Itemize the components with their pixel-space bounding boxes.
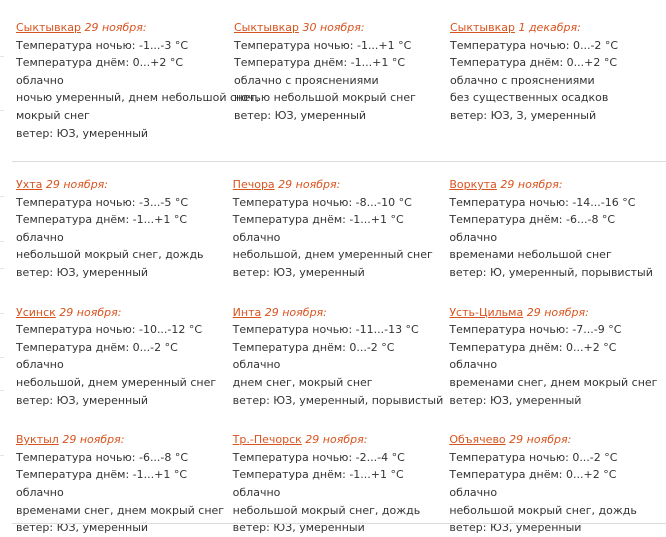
city-forecast <box>449 176 666 282</box>
city-heading <box>450 19 666 37</box>
city-link[interactable]: Сыктывкар <box>234 21 299 34</box>
cloudiness: облачно с прояснениями <box>234 73 379 87</box>
city-link[interactable]: Ухта <box>16 178 43 191</box>
precipitation: ночью небольшой мокрый снег <box>234 91 416 105</box>
city-forecast <box>233 304 450 410</box>
night-temperature: Температура ночью: -1...-3 °C <box>16 38 189 52</box>
cloudiness: облачно <box>449 485 498 499</box>
edge-tick <box>0 196 4 197</box>
night-temperature: Температура ночью: 0...-2 °C <box>449 450 618 464</box>
day-temperature: Температура днём: -6...-8 °C <box>449 213 616 227</box>
forecast-date: 29 ноября: <box>305 433 368 447</box>
forecast-date: 29 ноября: <box>59 305 122 319</box>
section-divider <box>12 161 666 162</box>
cloudiness: облачно <box>16 230 64 244</box>
precipitation: днем снег, мокрый снег <box>232 375 373 389</box>
city-heading <box>234 19 450 37</box>
forecast-date: 29 ноября: <box>509 433 572 447</box>
forecast-row <box>16 176 666 282</box>
forecast-date: 29 ноября: <box>62 433 125 447</box>
city-heading <box>16 19 234 37</box>
city-link[interactable]: Усть-Цильма <box>449 305 524 319</box>
city-link[interactable]: Инта <box>232 305 262 319</box>
city-link[interactable]: Вуктыл <box>16 433 59 447</box>
edge-tick <box>0 268 4 269</box>
precipitation: небольшой мокрый снег, дождь <box>232 503 421 517</box>
wind: ветер: ЮЗ, умеренный <box>449 521 582 535</box>
edge-tick <box>0 455 4 456</box>
day-temperature: Температура днём: 0...-2 °C <box>232 340 395 354</box>
wind: ветер: ЮЗ, умеренный <box>232 521 365 535</box>
city-forecast <box>16 176 233 282</box>
syktyvkar-forecast-block <box>16 19 666 142</box>
forecast-row <box>16 431 666 537</box>
cloudiness: облачно <box>232 230 281 244</box>
night-temperature: Температура ночью: -8...-10 °C <box>232 195 412 209</box>
day-temperature: Температура днём: 0...+2 °C <box>449 468 617 482</box>
wind: ветер: ЮЗ, умеренный <box>234 108 367 122</box>
city-heading <box>449 431 666 449</box>
day-temperature: Температура днём: -1...+1 °C <box>232 468 404 482</box>
city-link[interactable]: Печора <box>232 178 275 191</box>
wind: ветер: ЮЗ, З, умеренный <box>450 108 597 122</box>
forecast-date: 30 ноября: <box>302 21 365 34</box>
city-link[interactable]: Сыктывкар <box>450 21 515 34</box>
day-temperature: Температура днём: -1...+1 °C <box>232 213 404 227</box>
edge-tick <box>0 241 4 242</box>
precipitation: небольшой, днем умеренный снег <box>16 375 217 389</box>
city-heading <box>16 431 233 449</box>
precipitation: небольшой мокрый снег, дождь <box>449 503 637 517</box>
day-temperature: Температура днём: 0...+2 °C <box>16 56 184 70</box>
city-forecast <box>16 19 260 142</box>
city-heading <box>16 176 233 194</box>
night-temperature: Температура ночью: -7...-9 °C <box>449 323 622 337</box>
city-link[interactable]: Тр.-Печорск <box>232 433 302 447</box>
day-temperature: Температура днём: 0...+2 °C <box>450 56 618 70</box>
section-divider <box>12 523 666 524</box>
wind: ветер: ЮЗ, умеренный <box>449 393 582 407</box>
wind: ветер: ЮЗ, умеренный <box>16 521 149 535</box>
city-heading <box>233 176 450 194</box>
cloudiness: облачно <box>449 358 498 372</box>
wind: ветер: ЮЗ, умеренный <box>16 126 149 140</box>
day-temperature: Температура днём: -1...+1 °C <box>16 213 188 227</box>
city-forecast <box>16 304 233 410</box>
city-forecast <box>233 176 450 282</box>
city-forecast <box>233 431 450 537</box>
city-heading <box>449 304 666 322</box>
cloudiness: облачно <box>16 485 64 499</box>
night-temperature: Температура ночью: -14...-16 °C <box>449 195 636 209</box>
city-link[interactable]: Объячево <box>449 433 506 447</box>
night-temperature: Температура ночью: 0...-2 °C <box>450 38 619 52</box>
night-temperature: Температура ночью: -11...-13 °C <box>232 323 419 337</box>
city-forecast <box>450 19 666 142</box>
wind: ветер: ЮЗ, умеренный, порывистый <box>232 393 444 407</box>
edge-tick <box>0 110 4 111</box>
night-temperature: Температура ночью: -3...-5 °C <box>16 195 189 209</box>
cloudiness: облачно с прояснениями <box>450 73 595 87</box>
wind: ветер: Ю, умеренный, порывистый <box>449 265 653 279</box>
cloudiness: облачно <box>232 485 281 499</box>
city-heading <box>449 176 666 194</box>
forecast-date: 29 ноября: <box>500 178 563 191</box>
precipitation: временами небольшой снег <box>449 248 612 262</box>
precipitation: небольшой мокрый снег, дождь <box>16 248 204 262</box>
city-forecast <box>234 19 450 142</box>
night-temperature: Температура ночью: -10...-12 °C <box>16 323 203 337</box>
city-link[interactable]: Воркута <box>449 178 497 191</box>
forecast-date: 29 ноября: <box>264 305 327 319</box>
precipitation: без существенных осадков <box>450 91 609 105</box>
city-forecast <box>16 431 233 537</box>
day-temperature: Температура днём: 0...+2 °C <box>449 340 617 354</box>
wind: ветер: ЮЗ, умеренный <box>16 265 149 279</box>
cloudiness: облачно <box>232 358 281 372</box>
cloudiness: облачно <box>449 230 498 244</box>
wind: ветер: ЮЗ, умеренный <box>16 393 149 407</box>
night-temperature: Температура ночью: -6...-8 °C <box>16 450 189 464</box>
forecast-row <box>16 304 666 410</box>
city-heading <box>16 304 233 322</box>
precipitation: небольшой, днем умеренный снег <box>232 248 433 262</box>
forecast-row <box>16 19 666 142</box>
city-forecast <box>449 304 666 410</box>
day-temperature: Температура днём: -1...+1 °C <box>16 468 188 482</box>
city-heading <box>233 431 450 449</box>
precipitation-continued: мокрый снег <box>16 108 90 122</box>
edge-tick <box>0 390 4 391</box>
night-temperature: Температура ночью: -1...+1 °C <box>234 38 412 52</box>
edge-tick <box>0 56 4 57</box>
precipitation: временами снег, днем мокрый снег <box>449 375 658 389</box>
edge-tick <box>0 313 4 314</box>
forecast-date: 29 ноября: <box>45 178 108 191</box>
cloudiness: облачно <box>16 73 64 87</box>
wind: ветер: ЮЗ, умеренный <box>232 265 365 279</box>
city-link[interactable]: Усинск <box>16 305 56 319</box>
city-link[interactable]: Сыктывкар <box>16 21 81 34</box>
precipitation: временами снег, днем мокрый снег <box>16 503 225 517</box>
forecast-date: 29 ноября: <box>278 178 341 191</box>
forecast-date: 29 ноября: <box>84 21 147 34</box>
precipitation: ночью умеренный, днем небольшой снег, <box>16 91 260 105</box>
city-forecast <box>449 431 666 537</box>
forecast-date: 29 ноября: <box>526 305 589 319</box>
cloudiness: облачно <box>16 358 64 372</box>
day-temperature: Температура днём: 0...-2 °C <box>16 340 178 354</box>
regional-forecast-grid <box>16 176 666 537</box>
forecast-date: 1 декабря: <box>518 21 581 34</box>
night-temperature: Температура ночью: -2...-4 °C <box>232 450 405 464</box>
day-temperature: Температура днём: -1...+1 °C <box>234 56 406 70</box>
city-heading <box>233 304 450 322</box>
edge-tick <box>0 357 4 358</box>
